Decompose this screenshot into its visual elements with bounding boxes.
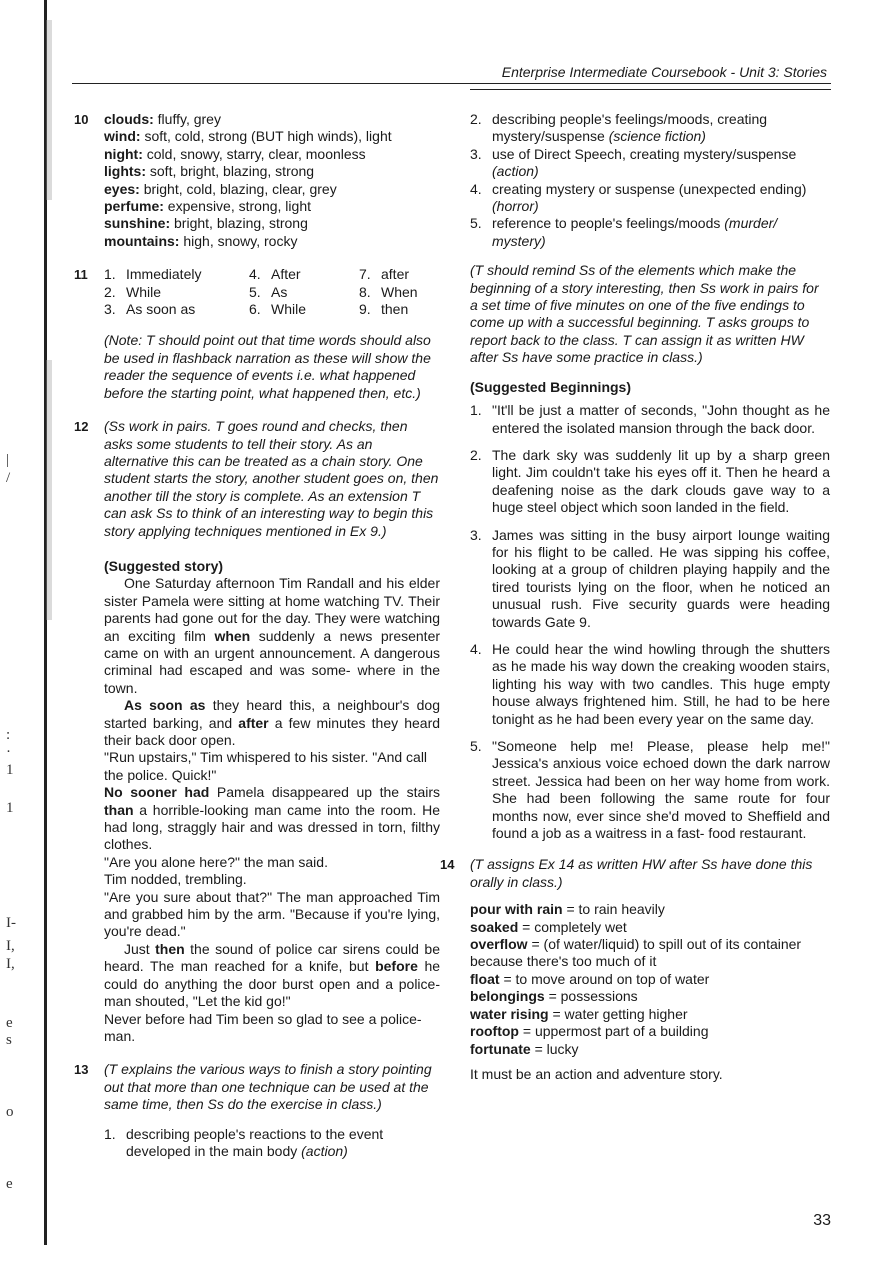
margin-mark: | bbox=[6, 452, 10, 468]
list-item: 1. "It'll be just a matter of seconds, "John thought as he entered the isolated mansion through the back door. bbox=[470, 402, 830, 436]
margin-mark: I, bbox=[6, 956, 15, 972]
adjective-line: mountains: high, snowy, rocky bbox=[104, 232, 298, 249]
vocabulary-list bbox=[470, 901, 830, 1058]
exercise-11 bbox=[74, 266, 440, 402]
section-heading: (Suggested Beginnings) bbox=[470, 378, 631, 395]
list-item: 5. reference to people's feelings/moods (murder/ mystery) bbox=[470, 215, 778, 249]
story-paragraph: Never before had Tim been so glad to see a police- man. bbox=[104, 1010, 422, 1044]
exercise-instruction: (T assigns Ex 14 as written HW after Ss have done this orally in class.) bbox=[470, 856, 813, 890]
vocab-item: fortunate = lucky bbox=[470, 1040, 579, 1057]
answer-grid: 1. Immediately 4. After 7. after 2. While 5. As 8. When 3. As soon as 6. While 9. then bbox=[104, 266, 418, 318]
story-paragraph: "Are you sure about that?" The man approached Tim and grabbed him by the arm. "Because if you're lying, you're dead." bbox=[104, 888, 440, 940]
margin-mark: 1 bbox=[6, 800, 14, 816]
vocab-item: belongings = possessions bbox=[470, 988, 638, 1005]
exercise-13 bbox=[74, 1061, 440, 1160]
beginnings-list bbox=[470, 402, 830, 842]
header-rule-short bbox=[470, 89, 831, 90]
story-paragraph: Just then the sound of police car sirens could be heard. The man reached for a knife, but before he could do anything the door burst open and a police- man shouted, "Let the kid go!" bbox=[104, 940, 441, 1010]
running-header: Enterprise Intermediate Coursebook - Unit 3: Stories bbox=[501, 64, 827, 80]
teacher-note: (T should remind Ss of the elements which make the beginning of a story interesting, then Ss work in pairs for a set time of five minutes on one of the five endings to come up with a successful beginning. T asks groups to report back to the class. T can assign it as written HW after Ss have some practice in class.) bbox=[470, 262, 819, 366]
list-item: 3. use of Direct Speech, creating mystery/suspense (action) bbox=[470, 145, 797, 180]
adjective-line: night: cold, snowy, starry, clear, moonless bbox=[104, 145, 366, 162]
list-item: 3. James was sitting in the busy airport lounge waiting for his flight to be called. He was sipping his coffee, looking at a group of children playing happily and the tired tourists lying on the floor, when he noticed an unusual rush. Five security guards were heading towards Gate 9. bbox=[470, 526, 830, 630]
header-rule bbox=[72, 83, 831, 84]
exercise-12 bbox=[74, 418, 440, 1045]
vocab-item: soaked = completely wet bbox=[470, 918, 627, 935]
exercise-number: 14 bbox=[440, 857, 455, 873]
story-paragraph: As soon as they heard this, a neighbour's dog started barking, and after a few minutes they heard their back door open. bbox=[104, 697, 441, 748]
story-paragraph: One Saturday afternoon Tim Randall and his elder sister Pamela were sitting at home watching TV. Their parents had gone out for the day. They were watching an exciting film when suddenly a news presenter came on with an urgent announcement. A dangerous criminal had escaped and was some- where in the town. bbox=[104, 575, 441, 696]
margin-mark: o bbox=[6, 1104, 14, 1120]
margin-mark: I, bbox=[6, 938, 15, 954]
scan-shadow bbox=[46, 20, 52, 200]
story-paragraph: No sooner had Pamela disappeared up the stairs than a horrible-looking man came into the room. He had long, straggly hair and was dressed in torn, filthy clothes. bbox=[104, 784, 441, 853]
teacher-note: (Note: T should point out that time words should also be used in flashback narration as these will show the reader the sequence of events i.e. what happened before the starting point, what happened then, etc.) bbox=[104, 332, 431, 401]
section-heading: (Suggested story) bbox=[104, 557, 224, 574]
list-item: 4. creating mystery or suspense (unexpected ending) (horror) bbox=[470, 180, 807, 215]
exercise-14 bbox=[440, 856, 830, 1083]
margin-mark: 1 bbox=[6, 762, 14, 778]
exercise-10 bbox=[74, 111, 440, 250]
ending-list-continued bbox=[470, 111, 830, 250]
adjective-line: clouds: fluffy, grey bbox=[104, 111, 221, 127]
margin-mark: / bbox=[6, 470, 11, 486]
story-paragraph: "Run upstairs," Tim whispered to his sister. "And call the police. Quick!" bbox=[104, 749, 428, 783]
margin-mark: · bbox=[6, 744, 11, 760]
margin-mark: s bbox=[6, 1032, 12, 1048]
vocab-item: rooftop = uppermost part of a building bbox=[470, 1023, 709, 1040]
adjective-line: lights: soft, bright, blazing, strong bbox=[104, 163, 315, 180]
margin-mark: I- bbox=[6, 915, 16, 931]
vocab-item: water rising = water getting higher bbox=[470, 1005, 688, 1022]
scan-shadow bbox=[46, 360, 52, 620]
ending-list bbox=[104, 1126, 440, 1161]
right-column bbox=[440, 111, 830, 1083]
adjective-line: perfume: expensive, strong, light bbox=[104, 198, 311, 215]
exercise-number: 11 bbox=[74, 267, 88, 283]
list-item: 4. He could hear the wind howling through the shutters as he made his way down the creaking wooden stairs, lighting his way with two candles. This huge empty house always frightened him. Still, he had to be here tonight as he had been every year on the same day. bbox=[470, 640, 830, 727]
page-number: 33 bbox=[813, 1212, 831, 1229]
vocab-item: pour with rain = to rain heavily bbox=[470, 901, 665, 918]
adjective-line: wind: soft, cold, strong (BUT high winds), light bbox=[104, 128, 392, 145]
adjective-line: eyes: bright, cold, blazing, clear, grey bbox=[104, 180, 337, 197]
closing-note: It must be an action and adventure story. bbox=[470, 1065, 723, 1082]
margin-mark: e bbox=[6, 1176, 13, 1192]
margin-mark: e bbox=[6, 1015, 13, 1031]
list-item: 1. describing people's reactions to the event developed in the main body (action) bbox=[104, 1125, 384, 1159]
story-paragraph: "Are you alone here?" the man said. bbox=[104, 853, 328, 870]
exercise-number: 10 bbox=[74, 112, 89, 127]
exercise-number: 13 bbox=[74, 1062, 89, 1078]
list-item: 5. "Someone help me! Please, please help me!" Jessica's anxious voice echoed down the dark narrow street. Jessica had been on her way home from work. She had been following the same route for four months now, ever since she'd moved to Sheffield and found a job as a waitress in a fast- food restaurant. bbox=[470, 738, 830, 842]
list-item: 2. The dark sky was suddenly lit up by a sharp green light. Jim couldn't take his eyes off it. Then he heard a deafening noise as the dark clouds gave way to a huge steel object which soon landed in the field. bbox=[470, 446, 830, 516]
vocab-item: float = to move around on top of water bbox=[470, 970, 710, 987]
list-item: 2. describing people's feelings/moods, creating mystery/suspense (science fiction) bbox=[470, 111, 768, 145]
adjective-line: sunshine: bright, blazing, strong bbox=[104, 215, 308, 232]
exercise-instruction: (Ss work in pairs. T goes round and checks, then asks some students to tell their story. As an alternative this can be treated as a chain story. One student starts the story, another student goes on, then another till the story is complete. As an extension T can ask Ss to think of an interesting way to begin this story applying techniques mentioned in Ex 9.) bbox=[104, 418, 439, 539]
vocab-item: overflow = (of water/liquid) to spill out of its container because there's too much of it bbox=[470, 936, 802, 970]
exercise-number: 12 bbox=[74, 419, 89, 435]
left-column bbox=[74, 111, 440, 1160]
story-paragraph: Tim nodded, trembling. bbox=[104, 871, 247, 888]
exercise-instruction: (T explains the various ways to finish a story pointing out that more than one technique can be used at the same time, then Ss do the exercise in class.) bbox=[104, 1061, 432, 1113]
margin-mark: : bbox=[6, 727, 11, 743]
